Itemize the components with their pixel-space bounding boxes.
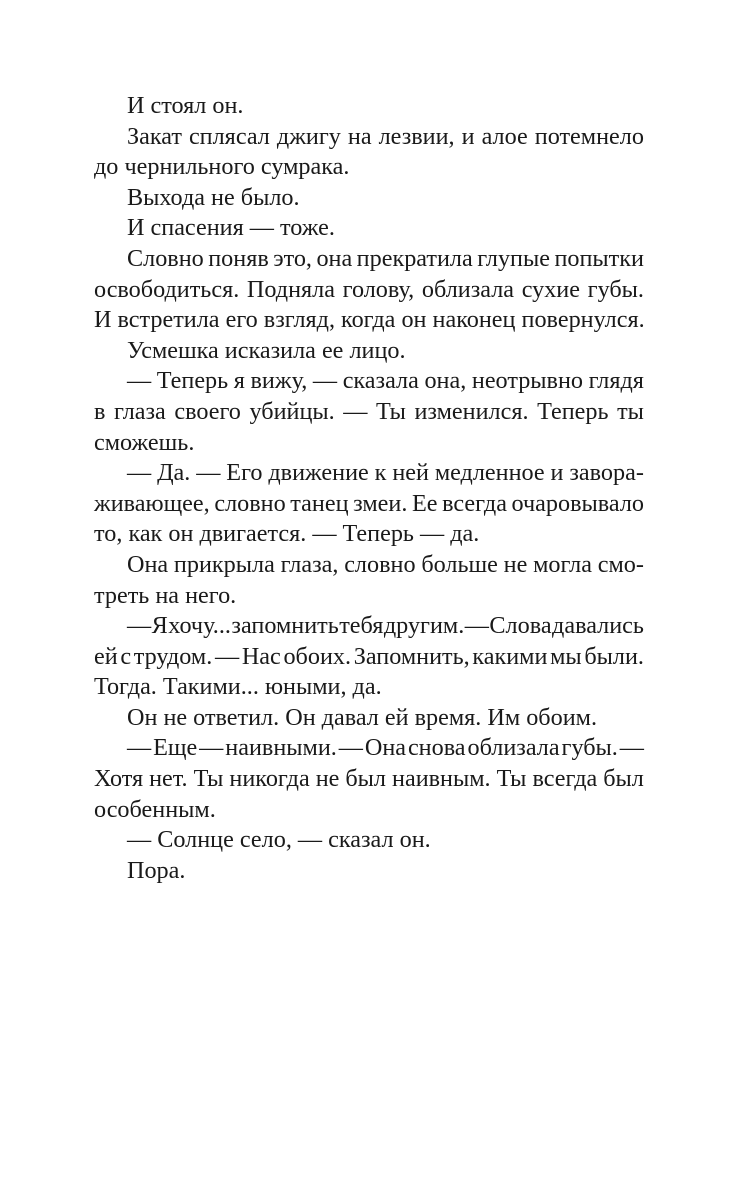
word: Ты — [496, 765, 527, 793]
text-line — [94, 825, 644, 856]
word: Ты — [193, 765, 224, 793]
word: другим. — [383, 612, 465, 640]
word: давались — [552, 612, 644, 640]
word: голову, — [342, 275, 415, 303]
word: мы — [550, 642, 582, 670]
word: Еще — [153, 734, 198, 762]
word: прекратила — [356, 244, 473, 272]
word: Закат — [127, 122, 182, 150]
word: — — [196, 459, 221, 487]
word: Нас — [241, 642, 281, 670]
text-line — [94, 795, 644, 826]
word: — — [619, 734, 644, 762]
word: в — [94, 397, 106, 425]
word: — — [127, 612, 152, 640]
word: поняв — [208, 244, 269, 272]
text-line-content: И встретила его взгляд, когда он наконец повернулся. — [94, 306, 645, 334]
word: облизала — [467, 734, 560, 762]
text-line-content — [94, 733, 644, 764]
text-line — [94, 489, 644, 520]
text-line — [94, 764, 644, 795]
text-line-content: Тогда. Такими... юными, да. — [94, 673, 382, 701]
word: движение — [268, 459, 369, 487]
word: Она — [364, 734, 407, 762]
word: никогда — [229, 765, 310, 793]
word: глаза — [114, 397, 166, 425]
word: на — [347, 122, 372, 150]
word: тебя — [339, 612, 384, 640]
word: не — [503, 550, 528, 578]
word: был — [603, 765, 644, 793]
text-line — [94, 305, 644, 336]
text-line-content — [94, 397, 644, 428]
text-line-content: — Солнце село, — сказал он. — [127, 826, 431, 854]
word: был — [345, 765, 387, 793]
word: сплясал — [188, 122, 270, 150]
text-line-content: Усмешка исказила ее лицо. — [127, 336, 406, 364]
word: Запомнить, — [353, 642, 470, 670]
text-line — [94, 642, 644, 673]
text-line — [94, 672, 644, 703]
word: — — [127, 367, 152, 395]
word: она — [316, 244, 353, 272]
text-line — [94, 91, 644, 122]
text-line-content: Он не ответил. Он давал ей время. Им обоим. — [127, 703, 598, 731]
word: больше — [421, 550, 498, 578]
word: она, — [424, 367, 467, 395]
body-text — [94, 91, 644, 886]
word: сухие — [521, 275, 580, 303]
word: танец — [290, 489, 349, 517]
text-line-content — [94, 244, 644, 275]
word: сказала — [342, 367, 419, 395]
text-line-content: то, как он двигается. — Теперь — да. — [94, 520, 480, 548]
text-line — [94, 275, 644, 306]
text-line — [94, 550, 644, 581]
word: алое — [481, 122, 528, 150]
word: — — [127, 459, 152, 487]
word: это, — [273, 244, 312, 272]
word: Ты — [376, 397, 406, 425]
word: джигу — [276, 122, 341, 150]
text-line — [94, 856, 644, 887]
text-line — [94, 733, 644, 764]
text-line — [94, 519, 644, 550]
word: были. — [584, 642, 644, 670]
word: губы. — [561, 734, 618, 762]
word: какими — [472, 642, 548, 670]
word: Теперь — [156, 367, 229, 395]
word: — — [312, 367, 338, 395]
text-line-content: до чернильного сумрака. — [94, 153, 350, 181]
text-line — [94, 366, 644, 397]
word: наивными. — [225, 734, 337, 762]
word: Словно — [127, 244, 204, 272]
text-line-content — [94, 122, 644, 153]
word: прикрыла — [173, 550, 275, 578]
text-line-content — [94, 489, 644, 520]
word: живающее, — [94, 489, 210, 517]
word: медленное — [434, 459, 545, 487]
word: ней — [392, 459, 429, 487]
word: Хотя — [94, 765, 144, 793]
text-line-content: И спасения — тоже. — [127, 214, 335, 242]
word: трудом. — [133, 642, 213, 670]
word: к — [374, 459, 387, 487]
word: убийцы. — [249, 397, 335, 425]
word: запомнить — [231, 612, 339, 640]
text-line-content — [94, 764, 644, 795]
word: Подняла — [246, 275, 335, 303]
text-line-content — [94, 611, 644, 642]
word: я — [233, 367, 245, 395]
word: — — [464, 612, 489, 640]
text-line-content: треть на него. — [94, 581, 237, 609]
word: ей — [94, 642, 118, 670]
word: всегда — [442, 489, 507, 517]
text-line — [94, 703, 644, 734]
word: попытки — [554, 244, 644, 272]
text-line — [94, 213, 644, 244]
word: неотрывно — [471, 367, 583, 395]
word: изменился. — [414, 397, 529, 425]
word: Я — [151, 612, 168, 640]
text-line-content: особенным. — [94, 795, 216, 823]
word: своего — [174, 397, 241, 425]
text-line — [94, 336, 644, 367]
text-line — [94, 183, 644, 214]
text-line-content: сможешь. — [94, 428, 195, 456]
word: змеи. — [353, 489, 408, 517]
word: наивным. — [392, 765, 491, 793]
text-line-content — [94, 642, 644, 673]
word: могла — [533, 550, 592, 578]
word: — — [199, 734, 224, 762]
text-line — [94, 458, 644, 489]
word: и — [461, 122, 475, 150]
word: не — [315, 765, 340, 793]
word: ты — [617, 397, 644, 425]
word: смо- — [597, 550, 644, 578]
word: губы. — [587, 275, 644, 303]
text-line-content: Выхода не было. — [127, 183, 300, 211]
text-line-content — [94, 366, 644, 397]
word: глядя — [588, 367, 644, 395]
word: обоих. — [283, 642, 352, 670]
word: Теперь — [537, 397, 609, 425]
text-line-content: Пора. — [127, 856, 186, 884]
word: завора- — [569, 459, 644, 487]
word: глаза, — [280, 550, 339, 578]
text-line-content: И стоял он. — [127, 92, 244, 119]
word: потемнело — [534, 122, 644, 150]
text-line — [94, 397, 644, 428]
word: — — [127, 734, 152, 762]
word: снова — [407, 734, 466, 762]
word: вижу, — [250, 367, 308, 395]
text-line — [94, 122, 644, 153]
text-line-content — [94, 458, 644, 489]
text-line — [94, 428, 644, 459]
text-line — [94, 152, 644, 183]
text-line-content — [94, 275, 644, 306]
word: нет. — [149, 765, 188, 793]
word: Его — [226, 459, 263, 487]
word: с — [120, 642, 132, 670]
word: — — [338, 734, 363, 762]
text-line — [94, 611, 644, 642]
word: всегда — [532, 765, 598, 793]
word: — — [343, 397, 368, 425]
word: хочу... — [168, 612, 231, 640]
word: очаровывало — [511, 489, 644, 517]
word: лезвии, — [378, 122, 455, 150]
word: словно — [214, 489, 286, 517]
text-line — [94, 581, 644, 612]
word: освободиться. — [94, 275, 240, 303]
word: словно — [344, 550, 416, 578]
word: — — [214, 642, 240, 670]
word: и — [550, 459, 564, 487]
word: Слова — [489, 612, 552, 640]
text-line-content — [94, 550, 644, 581]
text-line — [94, 244, 644, 275]
word: облизала — [421, 275, 515, 303]
word: Ее — [412, 489, 438, 517]
word: Да. — [157, 459, 191, 487]
word: Она — [127, 550, 169, 578]
word: глупые — [477, 244, 550, 272]
